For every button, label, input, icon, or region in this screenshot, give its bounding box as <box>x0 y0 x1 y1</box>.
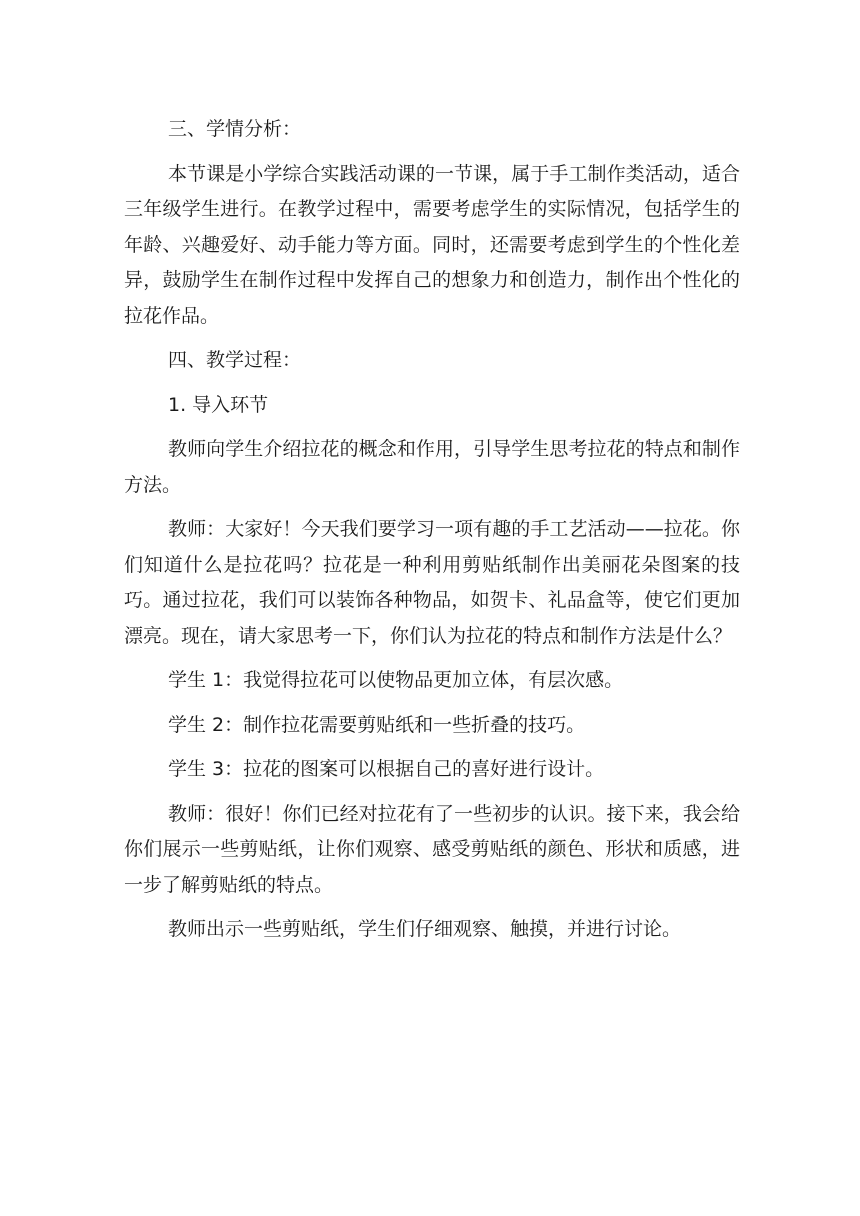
paragraph-student-1: 学生 1：我觉得拉花可以使物品更加立体，有层次感。 <box>168 669 624 691</box>
paragraph-learning-analysis: 本节课是小学综合实践活动课的一节课，属于手工制作类活动，适合三年级学生进行。在教学过程中，需要考虑学生的实际情况，包括学生的年龄、兴趣爱好、动手能力等方面。同时，还需要考虑到学生的个性化差异，鼓励学生在制作过程中发挥自己的想象力和创造力，制作出个性化的拉花作品。 <box>124 162 740 327</box>
paragraph-teacher-speech: 教师：大家好！今天我们要学习一项有趣的手工艺活动——拉花。你们知道什么是拉花吗？拉花是一种利用剪贴纸制作出美丽花朵图案的技巧。通过拉花，我们可以装饰各种物品，如贺卡、礼品盒等，使它们更加漂亮。现在，请大家思考一下，你们认为拉花的特点和制作方法是什么？ <box>124 518 740 647</box>
paragraph-student-3: 学生 3：拉花的图案可以根据自己的喜好进行设计。 <box>168 758 605 780</box>
document-body <box>124 112 740 957</box>
paragraph-teacher-response: 教师：很好！你们已经对拉花有了一些初步的认识。接下来，我会给你们展示一些剪贴纸，让你们观察、感受剪贴纸的颜色、形状和质感，进一步了解剪贴纸的特点。 <box>124 802 740 896</box>
paragraph-student-2: 学生 2：制作拉花需要剪贴纸和一些折叠的技巧。 <box>168 713 586 736</box>
paragraph-teacher-demonstration: 教师出示一些剪贴纸，学生们仔细观察、触摸，并进行讨论。 <box>168 918 682 940</box>
subheading-introduction: 1. 导入环节 <box>168 393 269 416</box>
paragraph-teacher-introduction: 教师向学生介绍拉花的概念和作用，引导学生思考拉花的特点和制作方法。 <box>124 438 740 496</box>
section-heading-learning-analysis: 三、学情分析： <box>168 118 302 140</box>
section-heading-teaching-process: 四、教学过程： <box>168 349 302 371</box>
